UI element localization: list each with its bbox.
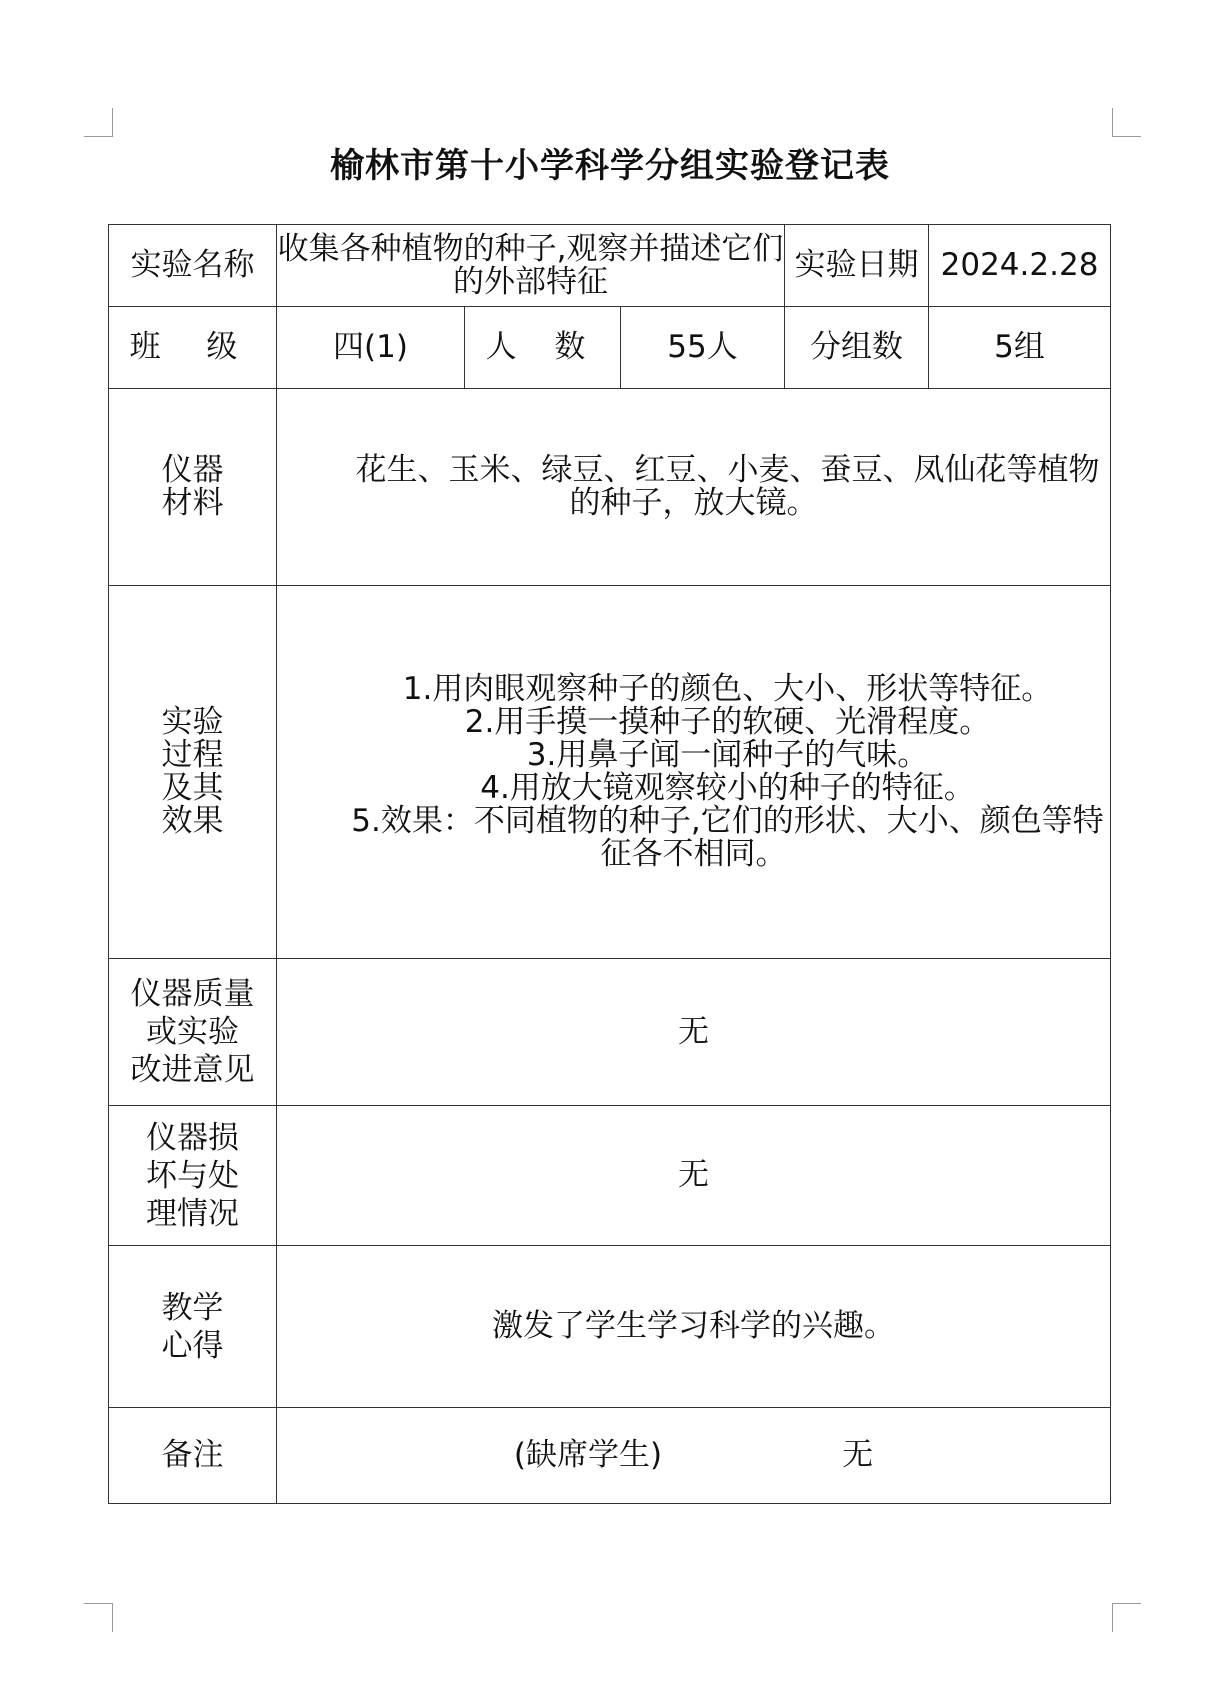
experiment-name-label: 实验名称 <box>109 225 277 307</box>
damage-label-line: 仪器损 <box>146 1119 239 1156</box>
process-label-line: 效果 <box>161 803 224 839</box>
student-count-label: 人 数 <box>465 307 621 389</box>
damage-label-line: 坏与处 <box>146 1157 239 1194</box>
process-steps-cell <box>277 586 1111 959</box>
process-step: 4.用放大镜观察较小的种子的特征。 <box>480 770 975 806</box>
reflection-label-line: 心得 <box>161 1327 224 1364</box>
group-count-label: 分组数 <box>785 307 929 389</box>
student-count-value: 55人 <box>621 307 785 389</box>
process-step: 3.用鼻子闻一闻种子的气味。 <box>526 737 929 773</box>
damage-label-line: 理情况 <box>146 1195 239 1232</box>
crop-mark-top-left <box>84 108 113 137</box>
process-step: 2.用手摸一摸种子的软硬、光滑程度。 <box>464 704 991 740</box>
quality-label-line: 仪器质量 <box>130 976 255 1012</box>
quality-value: 无 <box>277 959 1111 1106</box>
damage-value: 无 <box>277 1106 1111 1246</box>
process-label-line: 实验 <box>161 704 224 740</box>
quality-label-line: 改进意见 <box>130 1052 255 1088</box>
reflection-label <box>109 1246 277 1408</box>
process-label-line: 过程 <box>161 737 224 773</box>
row-reflection <box>109 1246 1111 1408</box>
quality-label <box>109 959 277 1106</box>
class-value: 四(1) <box>277 307 465 389</box>
experiment-date-label: 实验日期 <box>785 225 929 307</box>
crop-mark-top-right <box>1112 108 1141 137</box>
quality-label-line: 或实验 <box>146 1014 239 1050</box>
remarks-cell <box>277 1408 1111 1504</box>
row-materials <box>109 389 1111 586</box>
materials-text-cell <box>277 389 1111 586</box>
row-remarks <box>109 1408 1111 1504</box>
materials-label <box>109 389 277 586</box>
class-label: 班 级 <box>109 307 277 389</box>
remarks-label: 备注 <box>109 1408 277 1504</box>
absent-students-value: 无 <box>842 1437 874 1473</box>
row-class-info <box>109 307 1111 389</box>
row-experiment-name <box>109 225 1111 307</box>
materials-label-line: 材料 <box>161 485 224 521</box>
process-label-line: 及其 <box>161 770 224 806</box>
materials-label-line: 仪器 <box>161 452 224 488</box>
materials-text: 花生、玉米、绿豆、红豆、小麦、蚕豆、凤仙花等植物的种子，放大镜。 <box>355 452 1100 521</box>
experiment-register-table <box>108 224 1111 1504</box>
experiment-date-value: 2024.2.28 <box>929 225 1111 307</box>
row-damage <box>109 1106 1111 1246</box>
group-count-value: 5组 <box>929 307 1111 389</box>
process-label <box>109 586 277 959</box>
crop-mark-bottom-left <box>84 1603 113 1632</box>
row-process <box>109 586 1111 959</box>
reflection-value: 激发了学生学习科学的兴趣。 <box>277 1246 1111 1408</box>
process-step: 5.效果：不同植物的种子,它们的形状、大小、颜色等特征各不相同。 <box>351 803 1104 872</box>
damage-label <box>109 1106 277 1246</box>
crop-mark-bottom-right <box>1112 1603 1141 1632</box>
reflection-label-line: 教学 <box>161 1289 224 1326</box>
row-quality <box>109 959 1111 1106</box>
form-title: 榆林市第十小学科学分组实验登记表 <box>330 146 890 186</box>
experiment-name-value: 收集各种植物的种子,观察并描述它们的外部特征 <box>277 225 785 307</box>
absent-students-label: (缺席学生) <box>513 1437 663 1473</box>
process-step: 1.用肉眼观察种子的颜色、大小、形状等特征。 <box>402 671 1053 707</box>
